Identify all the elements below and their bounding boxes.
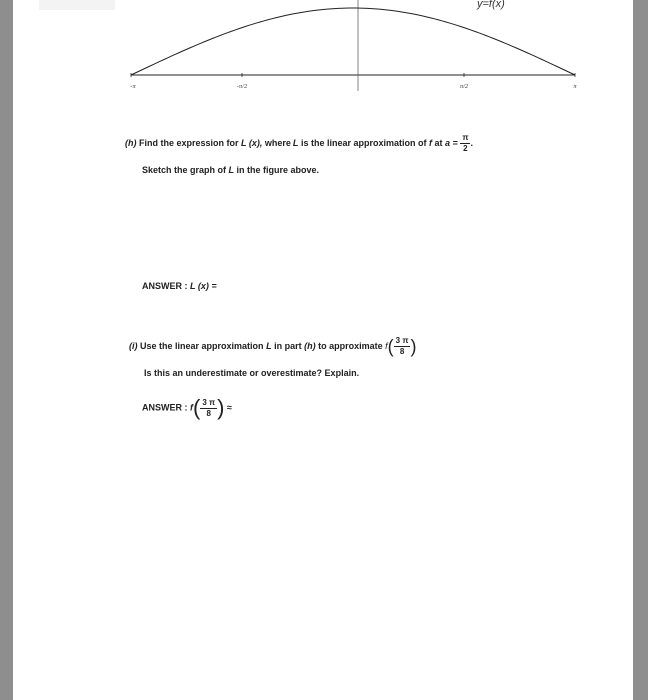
curve-label: y=f(x) [477,0,505,10]
part-i-label: (i) [129,340,138,351]
part-i-text-in: in part [274,340,302,351]
part-h-frac-den: 2 [463,144,468,153]
part-h-text-at: at [434,137,443,148]
curve-f [131,8,575,75]
tick-label: -π/2 [236,83,248,90]
part-h-line2 [142,165,319,175]
answer-i-approx: ≈ [226,402,232,413]
part-h-period: . [470,137,473,148]
answer-i-lparen: ( [193,395,201,420]
answer-i-frac-num: 3 π [202,397,216,407]
part-h-text-mid: where [264,137,291,148]
answer-i-rparen: ) [217,395,225,420]
answer-i-f: f [190,402,194,413]
tick-label: π [573,83,577,90]
part-h-a-eq: a = [445,137,458,148]
part-h-line2-post: in the figure above. [236,165,320,175]
answer-i-label: ANSWER : [142,402,188,413]
answer-h [142,281,217,291]
part-h-text-before: Find the expression for [139,137,239,148]
part-i-lparen: ( [387,336,394,357]
answer-i-fraction [200,399,217,418]
part-i-line2 [144,368,359,378]
part-h-line2-pre: Sketch the graph of [142,165,227,175]
part-i-frac-den: 8 [399,347,405,356]
part-h-f: f [428,137,432,148]
part-h-L: L [292,137,299,148]
part-i-line1 [129,337,416,356]
answer-i-frac-den: 8 [206,408,211,418]
part-i-L: L [266,340,272,351]
part-i-rparen: ) [410,336,417,357]
part-i-text-before: Use the linear approximation [140,340,264,351]
part-h-line1 [125,134,473,153]
worksheet-page [13,0,633,700]
part-h-fraction [460,134,470,153]
answer-i [142,397,232,419]
function-graph [13,0,633,100]
part-h-text-mid2: is the linear approximation of [300,137,427,148]
part-i-f: f [385,340,388,351]
tick-label: -π [130,83,136,90]
part-h-line2-L: L [228,165,235,175]
part-h-Lx: L (x), [241,137,263,148]
part-i-line2-text: Is this an underestimate or overestimate? Explain. [144,368,360,378]
answer-h-label: ANSWER : [142,281,188,291]
tick-label: π/2 [459,83,469,90]
part-i-part-ref: (h) [304,340,316,351]
answer-h-expr: L (x) = [190,281,217,291]
part-i-fraction [394,337,411,356]
part-i-text-after: to approximate [318,340,383,351]
part-h-label: (h) [125,137,137,148]
part-i-frac-num: 3 π [395,336,409,345]
part-h-frac-num: π [462,133,469,142]
